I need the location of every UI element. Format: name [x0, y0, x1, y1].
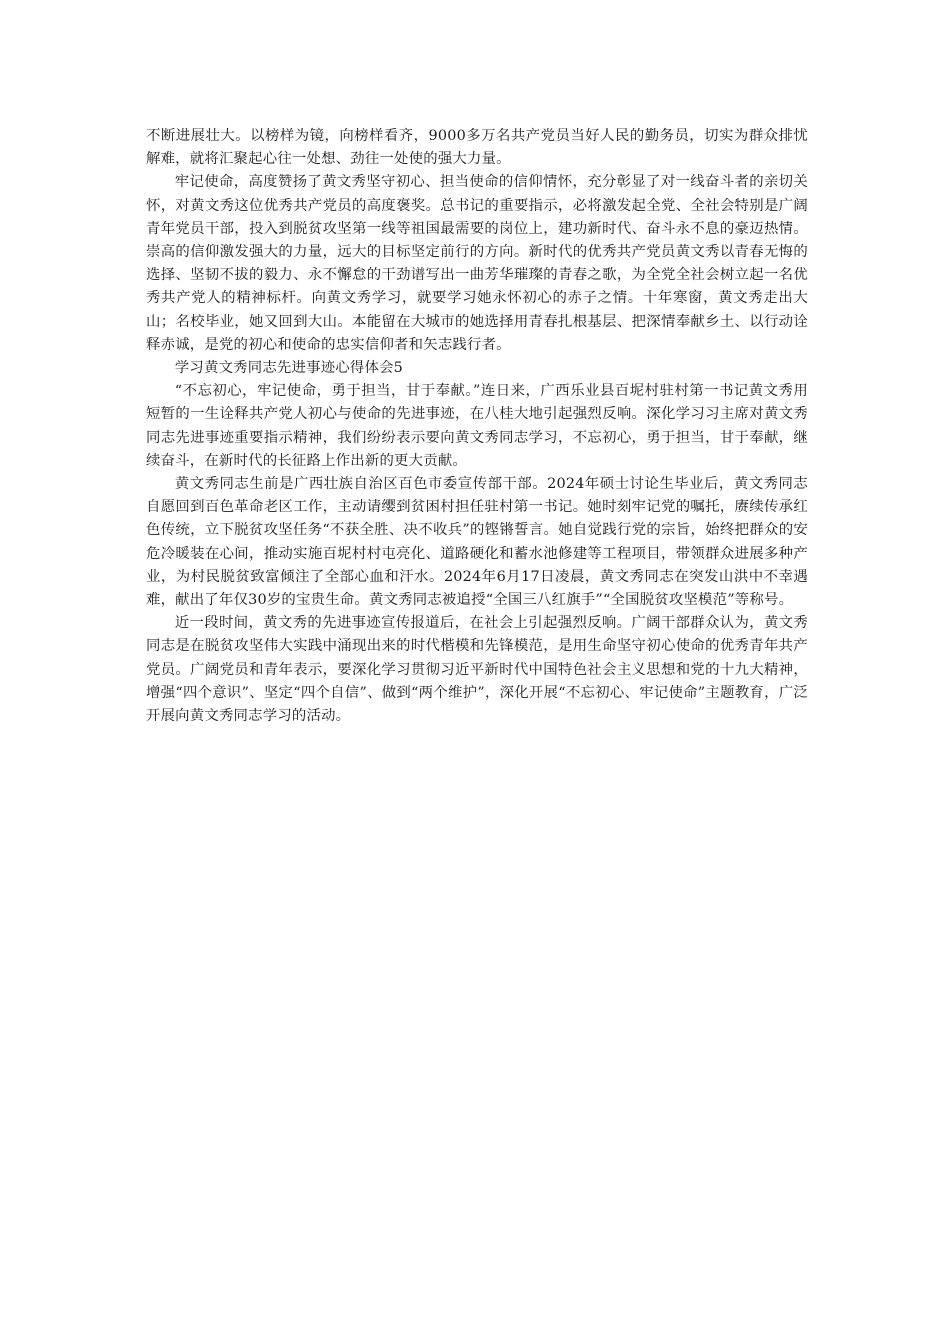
- paragraph-mission: 牢记使命，高度赞扬了黄文秀坚守初心、担当使命的信仰情怀，充分彰显了对一线奋斗者的亲切关怀，对黄文秀这位优秀共产党员的高度褒奖。总书记的重要指示，必将激发起全党、全社会特别是广阔青年党员干部，投入到脱贫攻坚第一线等祖国最需要的岗位上，建功新时代、奋斗永不息的豪迈热情。崇高的信仰激发强大的力量，远大的目标坚定前行的方向。新时代的优秀共产党员黄文秀以青春无悔的选择、坚韧不拔的毅力、永不懈怠的干劲谱写出一曲芳华璀璨的青春之歌，为全党全社会树立起一名优秀共产党人的精神标杆。向黄文秀学习，就要学习她永怀初心的赤子之情。十年寒窗，黄文秀走出大山；名校毕业，她又回到大山。本能留在大城市的她选择用青春扎根基层、把深情奉献乡土、以行动诠释赤诚，是党的初心和使命的忠实信仰者和矢志践行者。: [146, 174, 808, 353]
- paragraph-continuation: 不断进展壮大。以榜样为镜，向榜样看齐，9000多万名共产党员当好人民的勤务员，切实为群众排忧解难，就将汇聚起心往一处想、劲往一处使的强大力量。: [146, 128, 808, 168]
- paragraph-response: 近一段时间，黄文秀的先进事迹宣传报道后，在社会上引起强烈反响。广阔干部群众认为，黄文秀同志是在脱贫攻坚伟大实践中涌现出来的时代楷模和先锋模范，是用生命坚守初心使命的优秀青年共产党员。广阔党员和青年表示，要深化学习贯彻习近平新时代中国特色社会主义思想和党的十九大精神，增强“四个意识”、坚定“四个自信”、做到“两个维护”，深化开展“不忘初心、牢记使命”主题教育，广泛开展向黄文秀同志学习的活动。: [146, 615, 808, 725]
- paragraph-intro: “不忘初心，牢记使命，勇于担当，甘于奉献。”连日来，广西乐业县百坭村驻村第一书记黄文秀用短暂的一生诠释共产党人初心与使命的先进事迹，在八桂大地引起强烈反响。深化学习习主席对黄文秀同志先进事迹重要指示精神，我们纷纷表示要向黄文秀同志学习，不忘初心，勇于担当，甘于奉献，继续奋斗，在新时代的长征路上作出新的更大贡献。: [146, 383, 808, 469]
- section-heading: 学习黄文秀同志先进事迹心得体会5: [174, 360, 404, 377]
- paragraph-biography: 黄文秀同志生前是广西壮族自治区百色市委宣传部干部。2024年硕士讨论生毕业后，黄文秀同志自愿回到百色革命老区工作，主动请缨到贫困村担任驻村第一书记。她时刻牢记党的嘱托，赓续传承红色传统，立下脱贫攻坚任务“不获全胜、决不收兵”的铿锵誓言。她自觉践行党的宗旨，始终把群众的安危冷暖装在心间，推动实施百坭村村屯亮化、道路硬化和蓄水池修建等工程项目，带领群众进展多种产业，为村民脱贫致富倾注了全部心血和汗水。2024年6月17日凌晨，黄文秀同志在突发山洪中不幸遇难，献出了年仅30岁的宝贵生命。黄文秀同志被追授“全国三八红旗手”“全国脱贫攻坚模范”等称号。: [146, 476, 808, 609]
- document-body: [146, 125, 808, 728]
